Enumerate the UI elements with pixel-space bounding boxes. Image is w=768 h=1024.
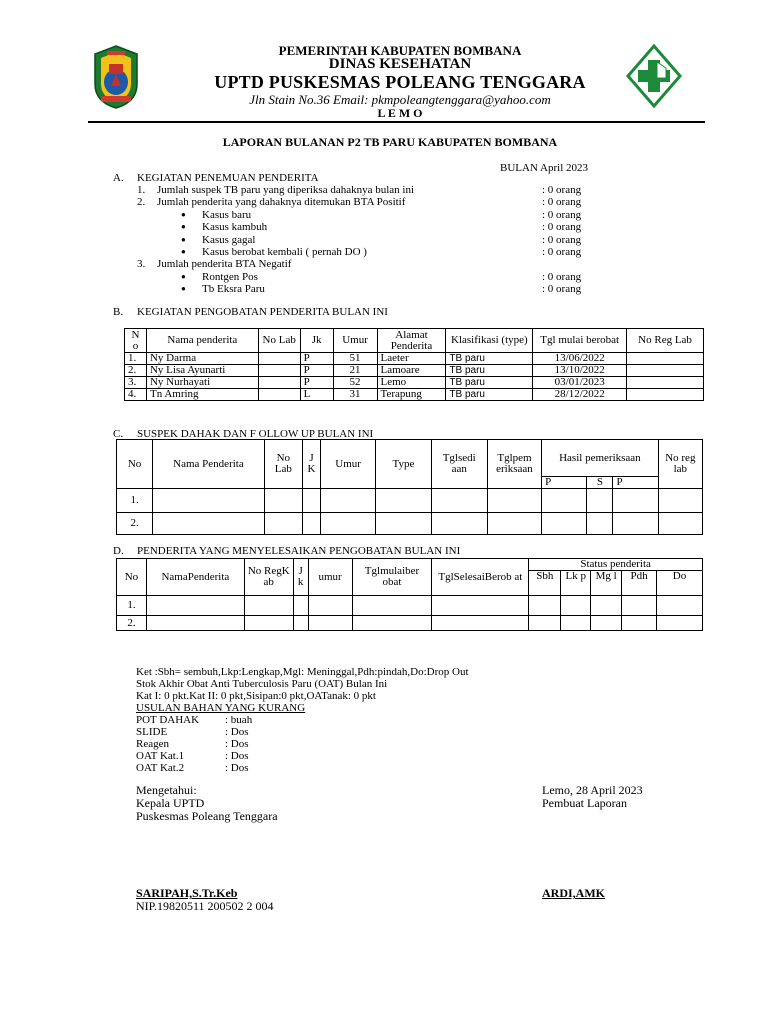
section-b-label: B. xyxy=(113,306,124,318)
table-row xyxy=(117,489,703,513)
cell: 1. xyxy=(125,353,147,365)
sub-header: Do xyxy=(657,571,703,596)
col-header: J K xyxy=(302,440,320,489)
treatment-table xyxy=(124,328,704,401)
header-city: L E M O xyxy=(377,106,423,120)
cell xyxy=(258,353,300,365)
sub-header: Pdh xyxy=(622,571,657,596)
col-header: Umur xyxy=(321,440,376,489)
cell xyxy=(627,377,704,389)
cell: 31 xyxy=(333,389,377,401)
cell: TB paru xyxy=(446,389,533,401)
col-header: J k xyxy=(293,559,308,596)
table-row xyxy=(117,616,703,631)
sub-header: P xyxy=(613,477,658,489)
section-a-title: KEGIATAN PENEMUAN PENDERITA xyxy=(137,172,319,184)
list-item: ● Kasus baru : 0 orang xyxy=(181,208,582,221)
sub-header: P xyxy=(542,477,587,489)
request-list xyxy=(136,714,336,774)
section-d-title: PENDERITA YANG MENYELESAIKAN PENGOBATAN BULAN INI xyxy=(137,545,461,557)
col-header: No Lab xyxy=(258,329,300,353)
cell: Ny Darma xyxy=(146,353,258,365)
cell xyxy=(258,389,300,401)
legend-note: Ket :Sbh= sembuh,Lkp:Lengkap,Mgl: Meninggal,Pdh:pindah,Do:Drop Out xyxy=(136,666,469,678)
stock-detail: Kat I: 0 pkt.Kat II: 0 pkt,Sisipan:0 pkt,OATanak: 0 pkt xyxy=(136,690,376,702)
col-header: TglSelesaiBerob at xyxy=(432,559,529,596)
cell xyxy=(258,377,300,389)
col-header: Status penderita xyxy=(529,559,703,571)
cell: Ny Nurhayati xyxy=(146,377,258,389)
list-item: OAT Kat.1 : Dos xyxy=(136,750,249,762)
cell: Ny Lisa Ayunarti xyxy=(146,365,258,377)
header-address: Jln Stain No.36 Email: pkmpoleangtenggara@yahoo.com xyxy=(249,92,551,107)
cell: P xyxy=(300,353,333,365)
table-row xyxy=(125,365,704,377)
col-header: Hasil pemeriksaan xyxy=(542,440,659,477)
col-header: Tglpem eriksaan xyxy=(487,440,541,489)
table-header-row xyxy=(117,559,703,571)
table-row xyxy=(125,377,704,389)
table-header-row xyxy=(125,329,704,353)
col-header: Klasifikasi (type) xyxy=(446,329,533,353)
signature-left-label: Mengetahui: xyxy=(136,783,197,797)
stock-note: Stok Akhir Obat Anti Tuberculosis Paru (OAT) Bulan Ini xyxy=(136,678,388,690)
cell: 13/06/2022 xyxy=(533,353,627,365)
header-line-3: UPTD PUSKESMAS POLEANG TENGGARA xyxy=(214,72,586,92)
col-header: Type xyxy=(376,440,431,489)
signature-right-name: ARDI,AMK xyxy=(542,886,605,900)
col-header: NamaPenderita xyxy=(146,559,244,596)
list-item: OAT Kat.2 : Dos xyxy=(136,762,249,774)
cell: 2. xyxy=(117,513,153,535)
section-c-title: SUSPEK DAHAK DAN F OLLOW UP BULAN INI xyxy=(137,428,374,440)
col-header: No xyxy=(117,559,147,596)
cell: 1. xyxy=(117,596,147,616)
section-a-list xyxy=(137,184,597,296)
section-d-label: D. xyxy=(113,545,124,557)
cell: 2. xyxy=(125,365,147,377)
list-item: ● Kasus gagal : 0 orang xyxy=(181,233,582,246)
col-header: No xyxy=(117,440,153,489)
col-header: No reg lab xyxy=(658,440,702,489)
col-header: No Reg Lab xyxy=(627,329,704,353)
signature-left-name: SARIPAH,S.Tr.Keb xyxy=(136,886,238,900)
signature-left-nip: NIP.19820511 200502 2 004 xyxy=(136,899,274,913)
suspect-table xyxy=(116,439,703,535)
col-header: Tgl mulai berobat xyxy=(533,329,627,353)
col-header: Umur xyxy=(333,329,377,353)
cell: 51 xyxy=(333,353,377,365)
col-header: Nama penderita xyxy=(146,329,258,353)
table-header-row xyxy=(117,440,703,477)
header-line-2: DINAS KESEHATAN xyxy=(328,56,472,72)
col-header: N o xyxy=(125,329,147,353)
header-divider xyxy=(88,121,705,123)
cell: Laeter xyxy=(377,353,446,365)
col-header: Alamat Penderita xyxy=(377,329,446,353)
list-item: ● Rontgen Pos : 0 orang xyxy=(181,270,582,283)
cell: 2. xyxy=(117,616,147,631)
table-row xyxy=(117,596,703,616)
signature-left-org: Puskesmas Poleang Tenggara xyxy=(136,809,278,823)
list-item: ● Tb Eksra Paru : 0 orang xyxy=(181,283,582,296)
col-header: Nama Penderita xyxy=(153,440,265,489)
list-item: 1. Jumlah suspek TB paru yang diperiksa dahaknya bulan ini : 0 orang xyxy=(137,184,582,196)
cell: TB paru xyxy=(446,353,533,365)
cell: 13/10/2022 xyxy=(533,365,627,377)
kabupaten-bombana-logo xyxy=(91,44,141,110)
cell: 28/12/2022 xyxy=(533,389,627,401)
cell: 1. xyxy=(117,489,153,513)
cell xyxy=(258,365,300,377)
col-header: Jk xyxy=(300,329,333,353)
cell: L xyxy=(300,389,333,401)
cell: TB paru xyxy=(446,365,533,377)
list-item: POT DAHAK : buah xyxy=(136,714,253,726)
section-c-label: C. xyxy=(113,428,124,440)
cell xyxy=(627,389,704,401)
header-line-1: PEMERINTAH KABUPATEN BOMBANA xyxy=(278,43,522,58)
sub-header: Lk p xyxy=(561,571,591,596)
cell: Terapung xyxy=(377,389,446,401)
signature-right-date: Lemo, 28 April 2023 xyxy=(542,783,643,797)
section-b-title: KEGIATAN PENGOBATAN PENDERITA BULAN INI xyxy=(137,306,388,318)
cell xyxy=(627,353,704,365)
completed-table xyxy=(116,558,703,631)
table-row xyxy=(117,513,703,535)
col-header: No RegK ab xyxy=(244,559,293,596)
col-header: No Lab xyxy=(264,440,302,489)
cell: 3. xyxy=(125,377,147,389)
cell: 4. xyxy=(125,389,147,401)
cell: 21 xyxy=(333,365,377,377)
signature-right-role: Pembuat Laporan xyxy=(542,796,627,810)
cell xyxy=(627,365,704,377)
list-item: SLIDE : Dos xyxy=(136,726,249,738)
report-month: BULAN April 2023 xyxy=(500,162,588,174)
col-header: Tglsedi aan xyxy=(431,440,487,489)
cell: 52 xyxy=(333,377,377,389)
sub-header: S xyxy=(587,477,613,489)
table-row xyxy=(125,353,704,365)
sub-header: Sbh xyxy=(529,571,561,596)
col-header: Tglmulaiber obat xyxy=(352,559,432,596)
col-header: umur xyxy=(308,559,352,596)
cell: 03/01/2023 xyxy=(533,377,627,389)
cell: P xyxy=(300,365,333,377)
table-row xyxy=(125,389,704,401)
cell: Lamoare xyxy=(377,365,446,377)
cell: P xyxy=(300,377,333,389)
list-item: ● Kasus kambuh : 0 orang xyxy=(181,221,582,234)
list-item: 2. Jumlah penderita yang dahaknya ditemukan BTA Positif : 0 orang xyxy=(137,196,582,209)
list-item: Reagen : Dos xyxy=(136,738,249,750)
list-item: 3. Jumlah penderita BTA Negatif xyxy=(137,258,292,271)
cell: TB paru xyxy=(446,377,533,389)
section-a-label: A. xyxy=(113,172,124,184)
request-heading: USULAN BAHAN YANG KURANG xyxy=(136,702,306,714)
signature-left-role: Kepala UPTD xyxy=(136,796,205,810)
cell: Tn Amring xyxy=(146,389,258,401)
sub-header: Mg l xyxy=(591,571,622,596)
report-title: LAPORAN BULANAN P2 TB PARU KABUPATEN BOMBANA xyxy=(222,135,558,149)
cell: Lemo xyxy=(377,377,446,389)
list-item: ● Kasus berobat kembali ( pernah DO ) : 0 orang xyxy=(181,245,582,258)
